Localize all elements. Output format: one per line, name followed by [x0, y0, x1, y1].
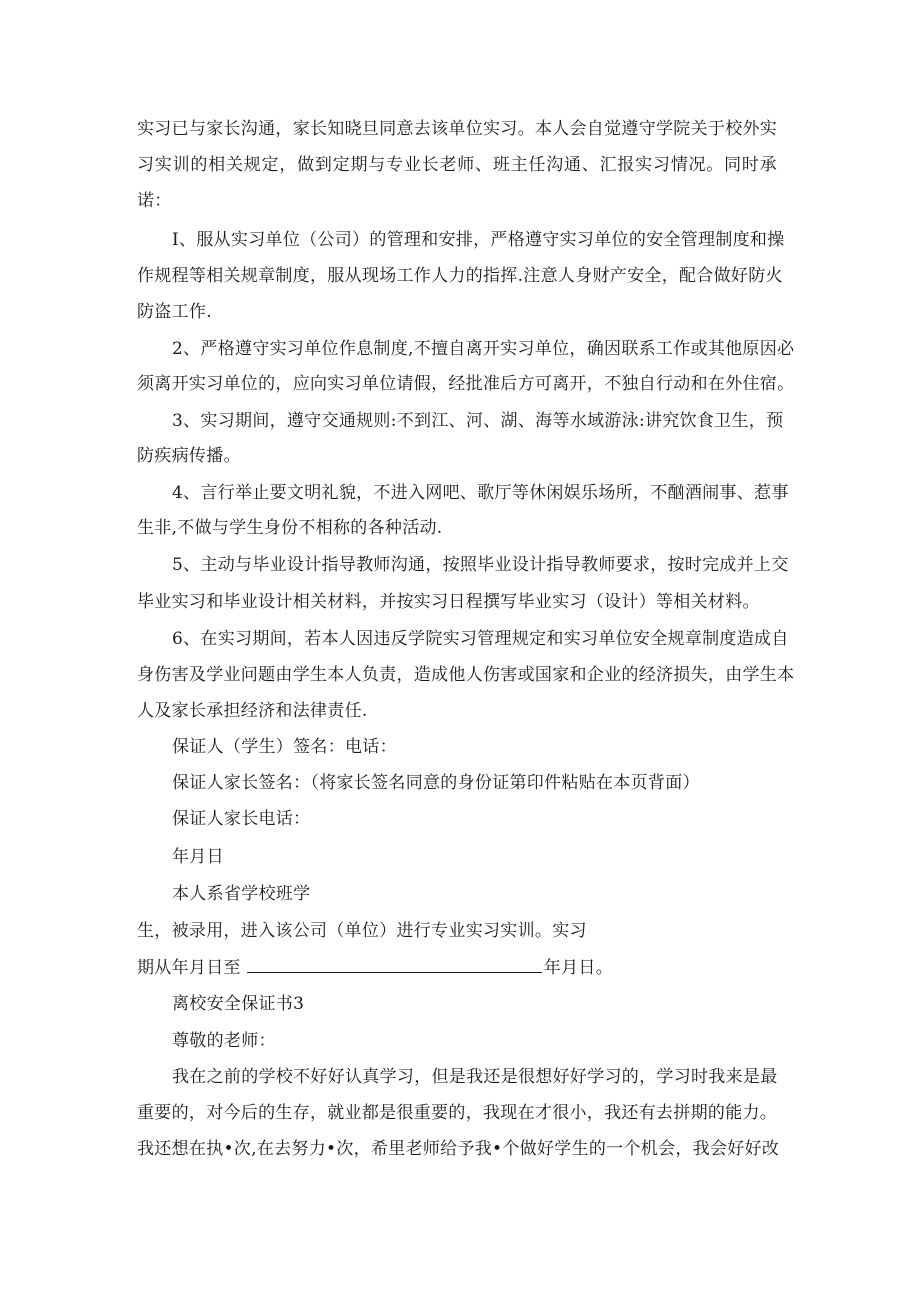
item-6-line: 人及家长承担经济和法律责任.	[137, 701, 368, 721]
item-3-line: 防疾病传播。	[137, 446, 241, 466]
letter-line: 我在之前的学校不好好认真学习，但是我还是很想好好学习的，学习时我来是最	[172, 1067, 778, 1087]
blank-fill-line	[247, 956, 542, 973]
salutation: 尊敬的老师：	[172, 1031, 276, 1051]
letter-line: 我还想在执•次,在去努力•次，希里老师给予我•个做好学生的一个机会，我会好好改	[137, 1139, 780, 1159]
item-5-line: 5、主动与毕业设计指导教师沟通，按照毕业设计指导教师要求，按时完成并上交	[172, 555, 789, 575]
item-2-line: 2、严格遵守实习单位作息制度,不擅自离开实习单位，确因联系工作或其他原因必	[172, 339, 795, 359]
form-line-1: 本人系省学校班学	[172, 884, 311, 904]
item-1-line: I、服从实习单位（公司）的管理和安排，严格遵守实习单位的安全管理制度和操	[172, 230, 785, 250]
letter-line: 重要的，对今后的生存，就业都是很重要的，我现在才很小，我还有去拼期的能力。	[137, 1103, 778, 1123]
item-6-line: 身伤害及学业问题由学生本人负责，造成他人伤害或国家和企业的经济损失，由学生本	[137, 665, 795, 685]
parent-phone-line: 保证人家长电话：	[172, 809, 311, 829]
date-line: 年月日	[172, 847, 224, 867]
intro-line: 习实训的相关规定，做到定期与专业长老师、班主任沟通、汇报实习情况。同时承	[137, 155, 777, 175]
item-4-line: 4、言行举止要文明礼貌，不进入网吧、歌厅等休闲娱乐场所，不酗酒闹事、惹事	[172, 483, 789, 503]
item-1-line: 作规程等相关规章制度，服从现场工作人力的指挥.注意人身财产安全，配合做好防火	[137, 266, 783, 286]
item-6-line: 6、在实习期间，若本人因违反学院实习管理规定和实习单位安全规章制度造成自	[172, 629, 789, 649]
parent-signature-line: 保证人家长签名：（将家长签名同意的身份证第印件粘贴在本页背面）	[172, 773, 700, 793]
section-title: 离校安全保证书3	[172, 994, 305, 1014]
item-4-line: 生非,不做与学生身份不相称的各种活动.	[137, 518, 443, 538]
item-5-line: 毕业实习和毕业设计相关材料，并按实习日程撰写毕业实习（设计）等相关材料。	[137, 592, 760, 612]
item-1-line: 防盗工作.	[137, 302, 212, 322]
intro-line: 诺：	[137, 191, 172, 211]
item-2-line: 须离开实习单位的，应向实习单位请假，经批准后方可离开，不独自行动和在外住宿。	[137, 374, 795, 394]
form-line-3-start: 期从年月日至	[137, 958, 241, 978]
form-line-2: 生，被录用，进入该公司（单位）进行专业实习实训。实习	[137, 921, 587, 941]
intro-line: 实习已与家长沟通，家长知晓旦同意去该单位实习。本人会自觉遵守学院关于校外实	[137, 119, 778, 139]
student-signature-line: 保证人（学生）签名：电话：	[172, 737, 397, 757]
item-3-line: 3、实习期间，遵守交通规则:不到江、河、湖、海等水域游泳:讲究饮食卫生，预	[172, 411, 784, 431]
form-line-3	[137, 956, 613, 979]
form-line-3-end: 年月日。	[543, 958, 614, 978]
